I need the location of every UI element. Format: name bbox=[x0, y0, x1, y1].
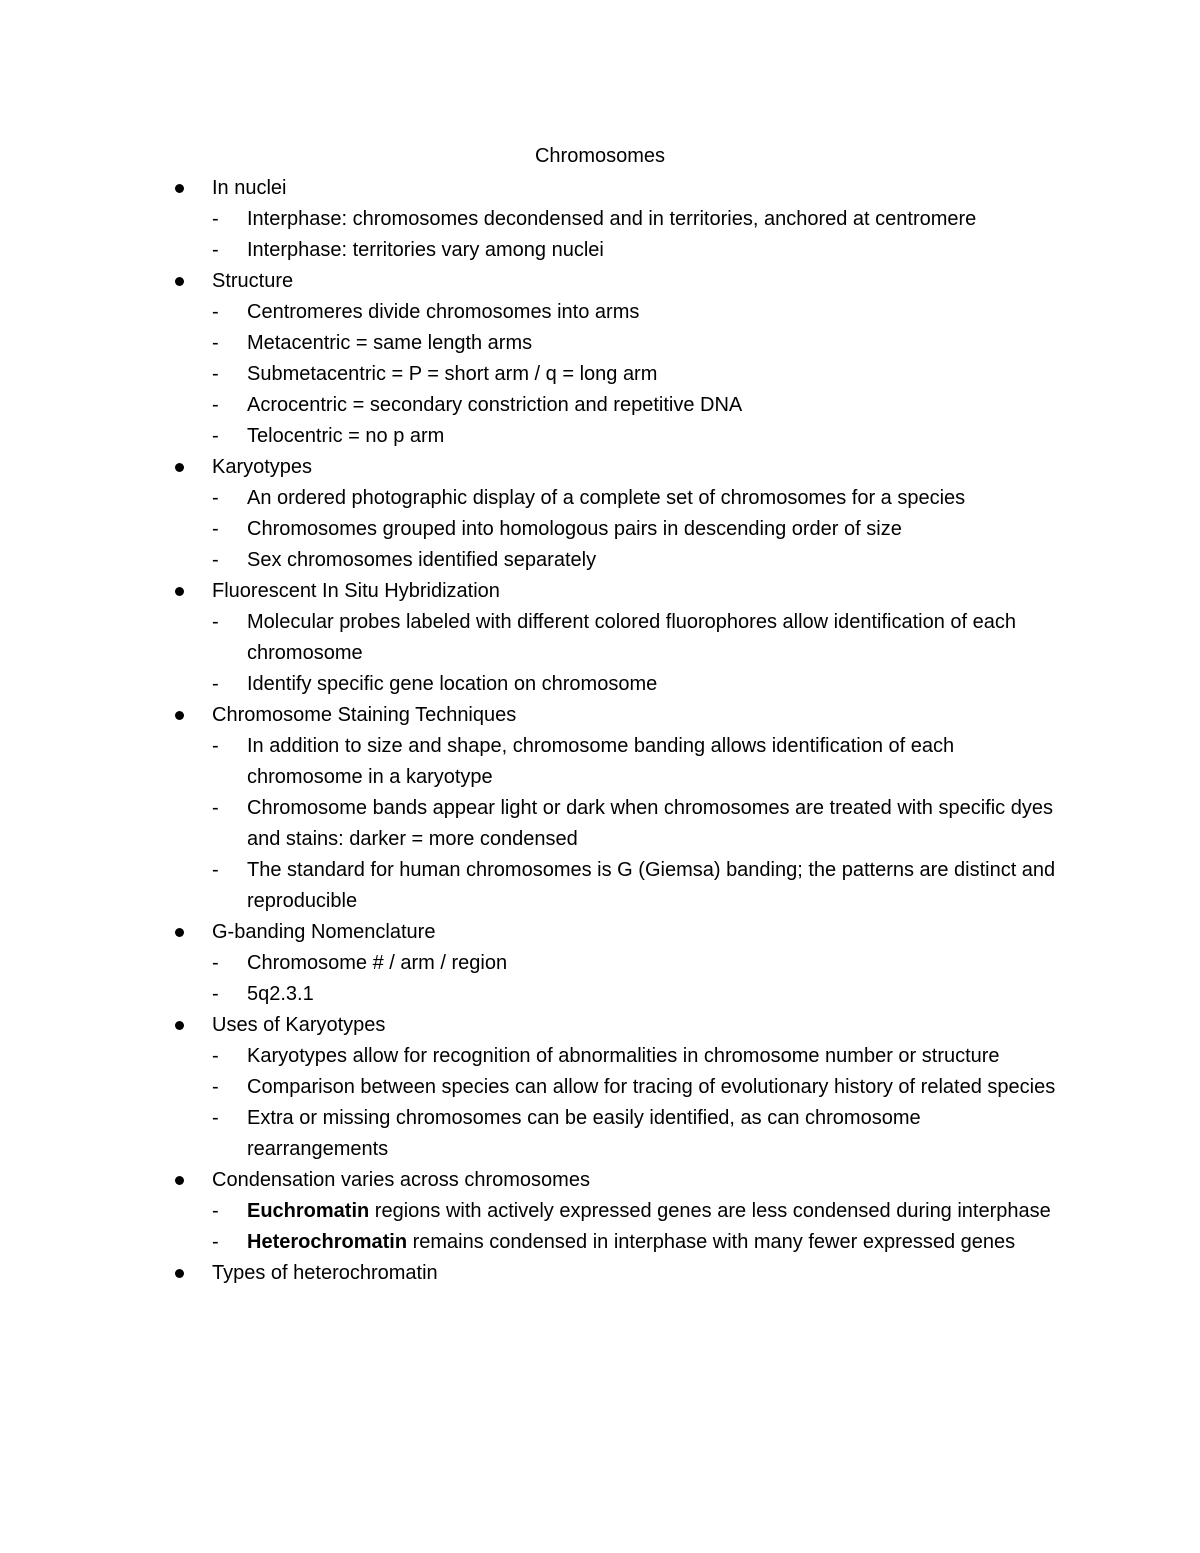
list-item bbox=[0, 359, 1200, 390]
list-item-text: Chromosomes grouped into homologous pairs in descending order of size bbox=[247, 518, 902, 540]
section-heading bbox=[0, 700, 1200, 731]
list-item-text: Interphase: territories vary among nuclei bbox=[247, 239, 604, 261]
list-item bbox=[0, 948, 1200, 979]
outline-section bbox=[0, 452, 1200, 576]
list-item bbox=[0, 855, 1200, 917]
list-item bbox=[0, 1103, 1200, 1165]
list-item-term: Euchromatin bbox=[247, 1200, 370, 1222]
dash-marker-icon: - bbox=[212, 1045, 219, 1067]
list-item bbox=[0, 1072, 1200, 1103]
list-item-text: Chromosome # / arm / region bbox=[247, 952, 508, 974]
list-item-text: Molecular probes labeled with different colored fluorophores allow identification of each chromosome bbox=[247, 611, 1016, 664]
outline-section bbox=[0, 1258, 1200, 1289]
list-item bbox=[0, 1227, 1200, 1258]
list-item bbox=[0, 607, 1200, 669]
outline-section bbox=[0, 1165, 1200, 1258]
dash-marker-icon: - bbox=[212, 859, 219, 881]
bullet-dot-icon bbox=[175, 1021, 184, 1030]
document-title: Chromosomes bbox=[534, 145, 666, 167]
list-item bbox=[0, 669, 1200, 700]
list-item bbox=[0, 545, 1200, 576]
section-heading bbox=[0, 1010, 1200, 1041]
dash-marker-icon: - bbox=[212, 735, 219, 757]
dash-marker-icon: - bbox=[212, 363, 219, 385]
list-item-text: Chromosome bands appear light or dark when chromosomes are treated with specific dyes and stains: darker = more condensed bbox=[247, 797, 1053, 850]
list-item-text: Interphase: chromosomes decondensed and in territories, anchored at centromere bbox=[247, 208, 977, 230]
outline-section bbox=[0, 576, 1200, 700]
bullet-dot-icon bbox=[175, 463, 184, 472]
list-item-text: Submetacentric = P = short arm / q = long arm bbox=[247, 363, 658, 385]
bullet-dot-icon bbox=[175, 587, 184, 596]
section-heading-text: Fluorescent In Situ Hybridization bbox=[212, 580, 500, 602]
list-item-text: An ordered photographic display of a complete set of chromosomes for a species bbox=[247, 487, 966, 509]
dash-marker-icon: - bbox=[212, 1076, 219, 1098]
section-heading-text: Structure bbox=[212, 270, 294, 292]
dash-marker-icon: - bbox=[212, 1231, 219, 1253]
dash-marker-icon: - bbox=[212, 394, 219, 416]
dash-marker-icon: - bbox=[212, 1200, 219, 1222]
list-item bbox=[0, 421, 1200, 452]
dash-marker-icon: - bbox=[212, 487, 219, 509]
list-item bbox=[0, 297, 1200, 328]
dash-marker-icon: - bbox=[212, 518, 219, 540]
section-heading-text: Types of heterochromatin bbox=[212, 1262, 438, 1284]
list-item bbox=[0, 390, 1200, 421]
list-item-text: Metacentric = same length arms bbox=[247, 332, 533, 354]
list-item-text: Karyotypes allow for recognition of abnormalities in chromosome number or structure bbox=[247, 1045, 1000, 1067]
list-item-text: Telocentric = no p arm bbox=[247, 425, 445, 447]
bullet-dot-icon bbox=[175, 1269, 184, 1278]
section-heading bbox=[0, 1258, 1200, 1289]
section-heading bbox=[0, 173, 1200, 204]
list-item bbox=[0, 1196, 1200, 1227]
list-item bbox=[0, 483, 1200, 514]
list-item bbox=[0, 328, 1200, 359]
dash-marker-icon: - bbox=[212, 983, 219, 1005]
bullet-dot-icon bbox=[175, 184, 184, 193]
dash-marker-icon: - bbox=[212, 425, 219, 447]
outline-section bbox=[0, 1010, 1200, 1165]
section-heading bbox=[0, 452, 1200, 483]
section-heading bbox=[0, 576, 1200, 607]
dash-marker-icon: - bbox=[212, 1107, 219, 1129]
dash-marker-icon: - bbox=[212, 549, 219, 571]
list-item-text: 5q2.3.1 bbox=[247, 983, 314, 1005]
bullet-dot-icon bbox=[175, 711, 184, 720]
list-item-text: Identify specific gene location on chromosome bbox=[247, 673, 658, 695]
section-heading bbox=[0, 917, 1200, 948]
list-item-text: Sex chromosomes identified separately bbox=[247, 549, 597, 571]
dash-marker-icon: - bbox=[212, 239, 219, 261]
dash-marker-icon: - bbox=[212, 332, 219, 354]
notes-outline bbox=[0, 173, 1200, 1289]
section-heading-text: Karyotypes bbox=[212, 456, 313, 478]
list-item-text: Acrocentric = secondary constriction and repetitive DNA bbox=[247, 394, 743, 416]
dash-marker-icon: - bbox=[212, 611, 219, 633]
outline-section bbox=[0, 700, 1200, 917]
list-item bbox=[0, 793, 1200, 855]
outline-section bbox=[0, 173, 1200, 266]
list-item-text: regions with actively expressed genes are less condensed during interphase bbox=[369, 1200, 1051, 1222]
list-item bbox=[0, 235, 1200, 266]
section-heading bbox=[0, 266, 1200, 297]
dash-marker-icon: - bbox=[212, 797, 219, 819]
dash-marker-icon: - bbox=[212, 208, 219, 230]
outline-section bbox=[0, 266, 1200, 452]
list-item-text: The standard for human chromosomes is G (Giemsa) banding; the patterns are distinct and reproducible bbox=[247, 859, 1056, 912]
list-item-term: Heterochromatin bbox=[247, 1231, 408, 1253]
section-heading-text: In nuclei bbox=[212, 177, 287, 199]
dash-marker-icon: - bbox=[212, 673, 219, 695]
outline-section bbox=[0, 917, 1200, 1010]
section-heading-text: Condensation varies across chromosomes bbox=[212, 1169, 590, 1191]
list-item bbox=[0, 514, 1200, 545]
dash-marker-icon: - bbox=[212, 301, 219, 323]
section-heading bbox=[0, 1165, 1200, 1196]
list-item-text: Centromeres divide chromosomes into arms bbox=[247, 301, 640, 323]
list-item-text: Comparison between species can allow for tracing of evolutionary history of related species bbox=[247, 1076, 1056, 1098]
list-item-text: remains condensed in interphase with many fewer expressed genes bbox=[407, 1231, 1016, 1253]
bullet-dot-icon bbox=[175, 928, 184, 937]
list-item bbox=[0, 204, 1200, 235]
list-item-text: Extra or missing chromosomes can be easily identified, as can chromosome rearrangements bbox=[247, 1107, 921, 1160]
section-heading-text: G-banding Nomenclature bbox=[212, 921, 436, 943]
list-item bbox=[0, 731, 1200, 793]
bullet-dot-icon bbox=[175, 1176, 184, 1185]
list-item-text: In addition to size and shape, chromosome banding allows identification of each chromosome in a karyotype bbox=[247, 735, 955, 788]
list-item bbox=[0, 1041, 1200, 1072]
dash-marker-icon: - bbox=[212, 952, 219, 974]
bullet-dot-icon bbox=[175, 277, 184, 286]
section-heading-text: Chromosome Staining Techniques bbox=[212, 704, 517, 726]
section-heading-text: Uses of Karyotypes bbox=[212, 1014, 386, 1036]
list-item bbox=[0, 979, 1200, 1010]
